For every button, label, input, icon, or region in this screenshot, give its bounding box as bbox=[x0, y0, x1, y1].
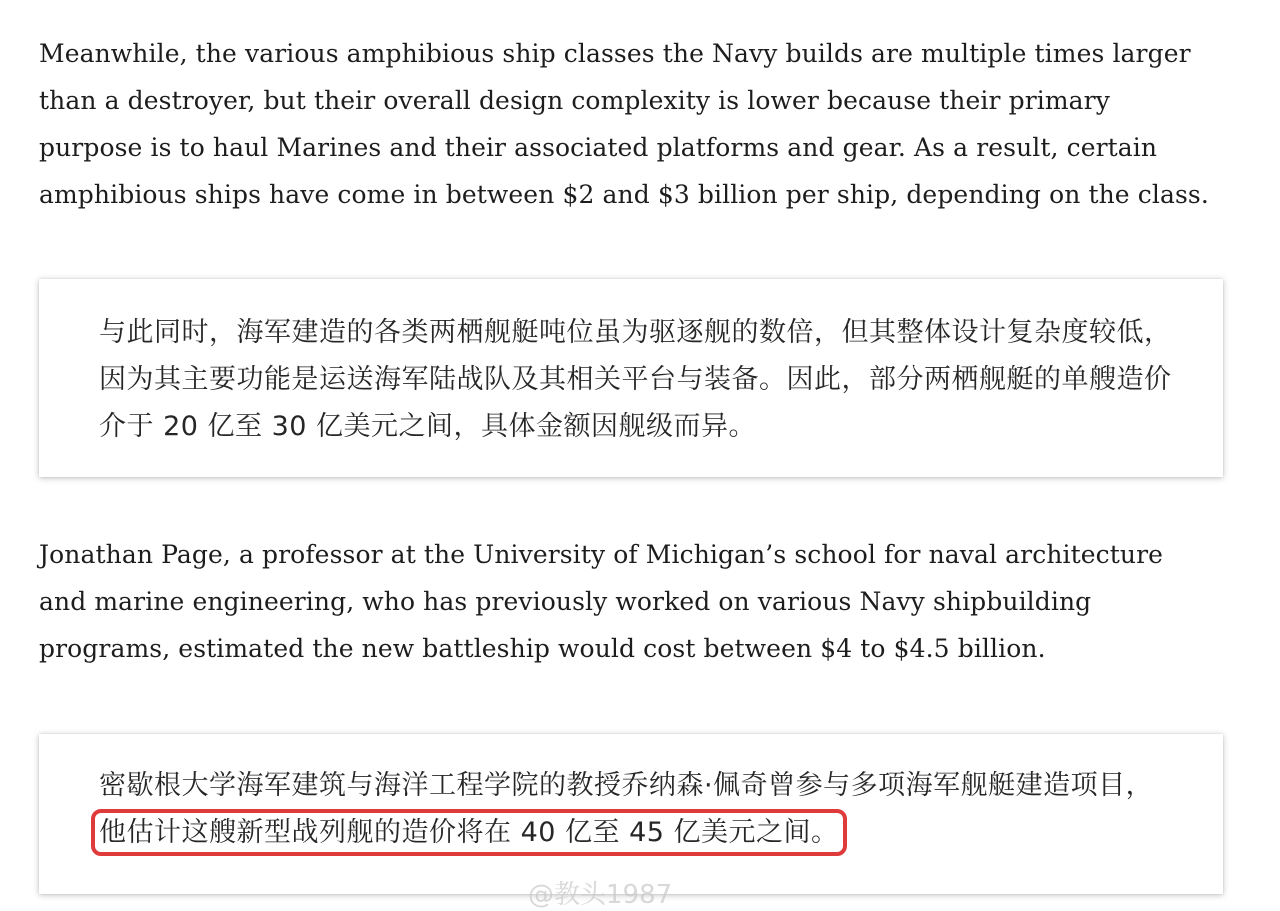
translation-block bbox=[39, 279, 1223, 477]
watermark: @教头1987 bbox=[528, 880, 673, 910]
article-paragraph: Meanwhile, the various amphibious ship classes the Navy builds are multiple times larger than a destroyer, but their overall design complexity is lower because their primary purpose is to haul Marines and their associated platforms and gear. As a result, certain amphibious ships have come in between $2 and $3 billion per ship, depending on the class. bbox=[39, 39, 1209, 209]
translation-block bbox=[39, 734, 1223, 894]
translation-text: 密歇根大学海军建筑与海洋工程学院的教授乔纳森·佩奇曾参与多项海军舰艇建造项目， bbox=[99, 770, 1154, 801]
translation-paragraph: 与此同时，海军建造的各类两栖舰艇吨位虽为驱逐舰的数倍，但其整体设计复杂度较低，因为其主要功能是运送海军陆战队及其相关平台与装备。因此，部分两栖舰艇的单艘造价介于 20 亿至 30 亿美元之间，具体金额因舰级而异。 bbox=[99, 317, 1172, 442]
translation-paragraph bbox=[99, 762, 1173, 856]
article-paragraph: Jonathan Page, a professor at the University of Michigan’s school for naval architecture and marine engineering, who has previously worked on various Navy shipbuilding programs, estimated the new battleship would cost between $4 to $4.5 billion. bbox=[39, 540, 1164, 663]
highlighted-translation: 他估计这艘新型战列舰的造价将在 40 亿至 45 亿美元之间。 bbox=[99, 817, 839, 848]
